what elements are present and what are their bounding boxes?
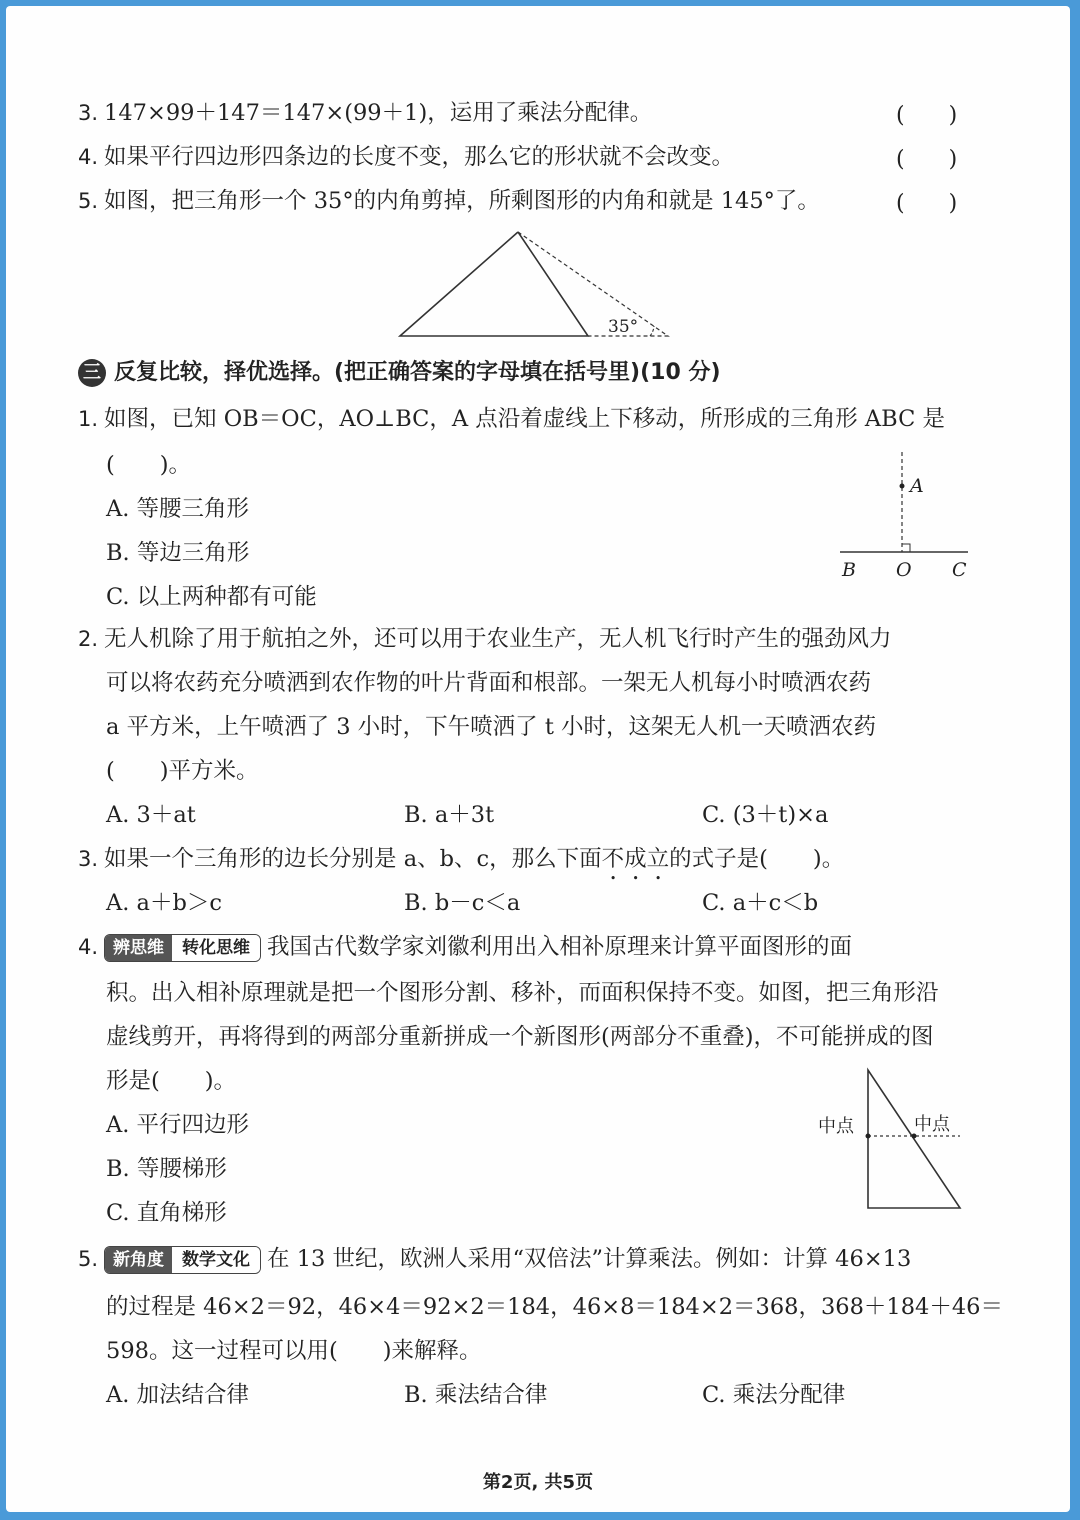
triangle-dashed-edges	[518, 232, 668, 336]
midpoint-triangle-figure	[814, 1064, 974, 1214]
question-text: 在 13 世纪，欧洲人采用“双倍法”计算乘法。例如：计算 46×13	[267, 1246, 912, 1272]
question-text: 如图，已知 OB＝OC，AO⊥BC，A 点沿着虚线上下移动，所形成的三角形 ABC 是	[104, 406, 945, 432]
q2-line2: 可以将农药充分喷洒到农作物的叶片背面和根部。一架无人机每小时喷洒农药	[106, 670, 872, 696]
q3-option-a[interactable]: A. a＋b＞c	[106, 890, 222, 916]
angle-arc	[650, 326, 654, 336]
q4-line2: 积。出入相补原理就是把一个图形分割、移补，而面积保持不变。如图，把三角形沿	[106, 980, 939, 1006]
q5-tag	[104, 1246, 261, 1274]
q1-option-c[interactable]: C. 以上两种都有可能	[106, 584, 317, 610]
q3-option-b[interactable]: B. b－c＜a	[404, 890, 521, 916]
question-text-pre: 如果一个三角形的边长分别是 a、b、c，那么下面	[104, 846, 602, 872]
q4-option-b[interactable]: B. 等腰梯形	[106, 1156, 227, 1182]
question-number: 2.	[78, 627, 99, 651]
q5-option-b[interactable]: B. 乘法结合律	[404, 1382, 548, 1408]
q2-option-a[interactable]: A. 3＋at	[106, 802, 196, 828]
q5-option-a[interactable]: A. 加法结合律	[106, 1382, 250, 1408]
label-b: B	[842, 559, 856, 581]
perpendicular-figure	[836, 448, 976, 588]
q5-answer-blank[interactable]: 598。这一过程可以用( )来解释。	[106, 1338, 482, 1364]
worksheet-page	[6, 6, 1070, 1512]
q5-line2: 的过程是 46×2＝92，46×4＝92×2＝184，46×8＝184×2＝368，368＋184＋46＝	[106, 1294, 1004, 1320]
question-text: 无人机除了用于航拍之外，还可以用于农业生产，无人机飞行时产生的强劲风力	[104, 626, 892, 652]
midpoint-label-right: 中点	[914, 1114, 950, 1135]
q3-line1	[78, 844, 844, 885]
answer-blank[interactable]: ( )	[896, 103, 958, 128]
question-text: 147×99＋147＝147×(99＋1)，运用了乘法分配律。	[104, 100, 653, 126]
q1-answer-blank[interactable]: ( )。	[106, 452, 192, 478]
tag-topic: 数学文化	[172, 1247, 260, 1273]
question-number: 4.	[78, 935, 99, 959]
q4-answer-blank[interactable]: 形是( )。	[106, 1068, 237, 1094]
q1-line1	[78, 404, 945, 434]
q5-option-c[interactable]: C. 乘法分配律	[702, 1382, 846, 1408]
midpoint-left	[866, 1134, 871, 1139]
q4-line3: 虚线剪开，再将得到的两部分重新拼成一个新图形(两部分不重叠)，不可能拼成的图	[106, 1024, 934, 1050]
judge-q5	[78, 186, 820, 216]
q5-line1	[78, 1244, 911, 1274]
question-number: 3.	[78, 847, 99, 871]
question-number: 5.	[78, 1247, 99, 1271]
q4-option-a[interactable]: A. 平行四边形	[106, 1112, 250, 1138]
triangle-solid-edges	[400, 232, 588, 336]
q1-option-b[interactable]: B. 等边三角形	[106, 540, 250, 566]
q4-tag	[104, 934, 261, 962]
section-title: 反复比较，择优选择。(把正确答案的字母填在括号里)(10 分)	[114, 360, 721, 385]
question-number: 3.	[78, 101, 99, 125]
q3-option-c[interactable]: C. a＋c＜b	[702, 890, 819, 916]
question-text: 我国古代数学家刘徽利用出入相补原理来计算平面图形的面	[267, 934, 853, 960]
question-number: 5.	[78, 189, 99, 213]
judge-q3	[78, 98, 652, 128]
question-text: 如果平行四边形四条边的长度不变，那么它的形状就不会改变。	[104, 144, 735, 170]
label-a: A	[910, 475, 924, 497]
midpoint-label-left: 中点	[818, 1116, 854, 1137]
q2-answer-blank[interactable]: ( )平方米。	[106, 758, 259, 784]
section-header	[78, 358, 721, 388]
q2-option-c[interactable]: C. (3＋t)×a	[702, 802, 829, 828]
judge-q4	[78, 142, 734, 172]
answer-blank[interactable]: ( )	[896, 147, 958, 172]
question-text: 如图，把三角形一个 35°的内角剪掉，所剩图形的内角和就是 145°了。	[104, 188, 820, 214]
q2-option-b[interactable]: B. a＋3t	[404, 802, 495, 828]
point-a	[900, 484, 905, 489]
tag-category: 辨思维	[105, 935, 172, 961]
emphasized-text: 不成立	[601, 846, 670, 872]
answer-blank[interactable]: ( )	[896, 191, 958, 216]
label-c: C	[952, 559, 967, 581]
q2-line3: a 平方米，上午喷洒了 3 小时，下午喷洒了 t 小时，这架无人机一天喷洒农药	[106, 714, 877, 740]
question-text-post: 的式子是( )。	[669, 846, 845, 872]
question-number: 1.	[78, 407, 99, 431]
question-number: 4.	[78, 145, 99, 169]
tag-category: 新角度	[105, 1247, 172, 1273]
section-number-badge: 三	[78, 359, 106, 387]
page-footer: 第2页, 共5页	[482, 1472, 594, 1493]
label-o: O	[896, 559, 912, 581]
tag-topic: 转化思维	[172, 935, 260, 961]
q1-option-a[interactable]: A. 等腰三角形	[106, 496, 250, 522]
right-triangle	[868, 1070, 960, 1208]
q4-option-c[interactable]: C. 直角梯形	[106, 1200, 227, 1226]
q4-line1	[78, 932, 852, 962]
cut-triangle-figure	[396, 224, 686, 344]
angle-label: 35°	[608, 317, 639, 337]
q2-line1	[78, 624, 892, 654]
right-angle-mark	[902, 544, 910, 552]
